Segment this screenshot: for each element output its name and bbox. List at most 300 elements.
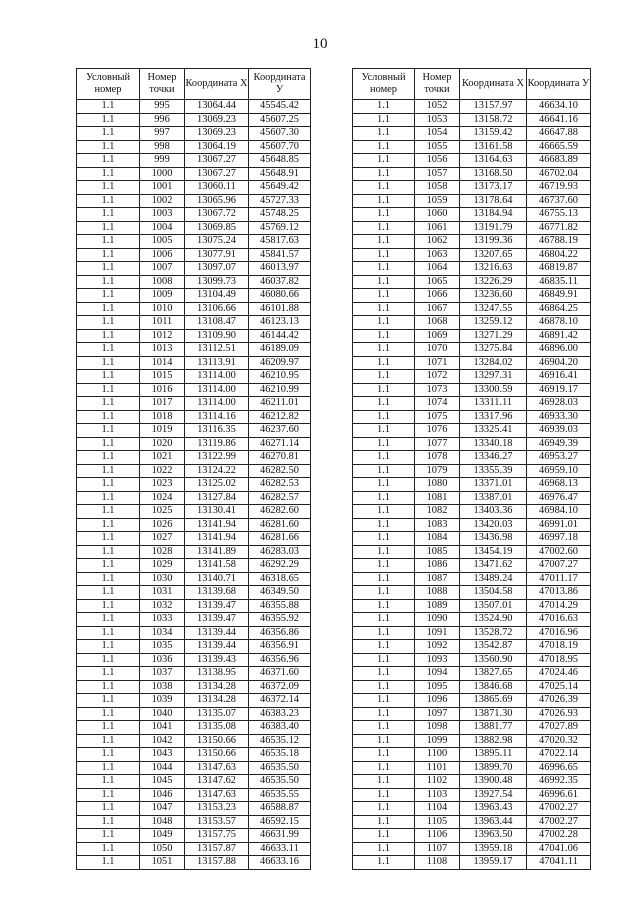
cell-conditional-number: 1.1 xyxy=(77,437,140,451)
cell-coordinate-x: 13157.88 xyxy=(185,856,249,870)
cell-conditional-number: 1.1 xyxy=(77,154,140,168)
cell-point-number: 1026 xyxy=(140,518,185,532)
table-row xyxy=(353,680,591,694)
cell-point-number: 1021 xyxy=(140,451,185,465)
cell-conditional-number: 1.1 xyxy=(353,464,415,478)
cell-coordinate-y: 46631.99 xyxy=(249,829,311,843)
cell-point-number: 1055 xyxy=(415,140,460,154)
table-row xyxy=(353,410,591,424)
cell-conditional-number: 1.1 xyxy=(353,694,415,708)
cell-coordinate-y: 46633.11 xyxy=(249,842,311,856)
header-coordinate-x: Координата X xyxy=(185,69,249,100)
coordinates-table-left xyxy=(76,68,311,870)
cell-conditional-number: 1.1 xyxy=(77,586,140,600)
table-row xyxy=(77,478,311,492)
cell-coordinate-y: 46037.82 xyxy=(249,275,311,289)
cell-conditional-number: 1.1 xyxy=(353,316,415,330)
cell-coordinate-y: 46372.09 xyxy=(249,680,311,694)
cell-point-number: 1013 xyxy=(140,343,185,357)
cell-coordinate-y: 46953.27 xyxy=(527,451,591,465)
cell-point-number: 1044 xyxy=(140,761,185,775)
cell-coordinate-x: 13161.58 xyxy=(460,140,527,154)
cell-conditional-number: 1.1 xyxy=(353,829,415,843)
cell-coordinate-x: 13064.44 xyxy=(185,100,249,114)
cell-point-number: 1037 xyxy=(140,667,185,681)
table-row xyxy=(77,113,311,127)
table-row xyxy=(353,829,591,843)
cell-conditional-number: 1.1 xyxy=(353,721,415,735)
cell-coordinate-x: 13113.91 xyxy=(185,356,249,370)
cell-point-number: 1053 xyxy=(415,113,460,127)
cell-coordinate-y: 46959.10 xyxy=(527,464,591,478)
cell-coordinate-x: 13139.44 xyxy=(185,640,249,654)
cell-coordinate-x: 13139.43 xyxy=(185,653,249,667)
cell-coordinate-x: 13340.18 xyxy=(460,437,527,451)
cell-coordinate-x: 13259.12 xyxy=(460,316,527,330)
table-row xyxy=(77,343,311,357)
cell-coordinate-y: 47041.06 xyxy=(527,842,591,856)
table-row xyxy=(353,653,591,667)
cell-coordinate-y: 46916.41 xyxy=(527,370,591,384)
table-row xyxy=(353,275,591,289)
cell-coordinate-y: 46996.61 xyxy=(527,788,591,802)
cell-coordinate-y: 46996.65 xyxy=(527,761,591,775)
cell-coordinate-x: 13139.44 xyxy=(185,626,249,640)
cell-coordinate-y: 45649.42 xyxy=(249,181,311,195)
header-coordinate-y: Координата У xyxy=(249,69,311,100)
cell-coordinate-y: 46318.65 xyxy=(249,572,311,586)
cell-coordinate-x: 13150.66 xyxy=(185,748,249,762)
cell-coordinate-x: 13067.72 xyxy=(185,208,249,222)
cell-point-number: 1033 xyxy=(140,613,185,627)
cell-coordinate-y: 46281.60 xyxy=(249,518,311,532)
cell-coordinate-y: 46939.03 xyxy=(527,424,591,438)
table-row xyxy=(353,113,591,127)
cell-conditional-number: 1.1 xyxy=(77,181,140,195)
cell-coordinate-x: 13067.27 xyxy=(185,154,249,168)
cell-conditional-number: 1.1 xyxy=(353,451,415,465)
cell-coordinate-y: 46896.00 xyxy=(527,343,591,357)
cell-conditional-number: 1.1 xyxy=(77,113,140,127)
table-row xyxy=(353,572,591,586)
table-row xyxy=(353,221,591,235)
table-row xyxy=(77,518,311,532)
cell-coordinate-y: 46371.60 xyxy=(249,667,311,681)
cell-coordinate-x: 13116.35 xyxy=(185,424,249,438)
cell-coordinate-y: 45748.25 xyxy=(249,208,311,222)
table-row xyxy=(353,734,591,748)
cell-coordinate-x: 13420.03 xyxy=(460,518,527,532)
table-row xyxy=(77,140,311,154)
cell-coordinate-y: 46633.16 xyxy=(249,856,311,870)
cell-conditional-number: 1.1 xyxy=(77,167,140,181)
table-row xyxy=(353,667,591,681)
cell-coordinate-y: 46933.30 xyxy=(527,410,591,424)
cell-coordinate-y: 45607.25 xyxy=(249,113,311,127)
cell-coordinate-y: 45607.70 xyxy=(249,140,311,154)
cell-coordinate-x: 13164.63 xyxy=(460,154,527,168)
cell-conditional-number: 1.1 xyxy=(353,181,415,195)
table-row xyxy=(353,451,591,465)
cell-coordinate-y: 46535.55 xyxy=(249,788,311,802)
table-row xyxy=(77,532,311,546)
cell-conditional-number: 1.1 xyxy=(77,424,140,438)
cell-conditional-number: 1.1 xyxy=(77,599,140,613)
cell-coordinate-x: 13114.16 xyxy=(185,410,249,424)
cell-conditional-number: 1.1 xyxy=(353,113,415,127)
table-row xyxy=(353,748,591,762)
table-row xyxy=(353,464,591,478)
cell-point-number: 1032 xyxy=(140,599,185,613)
cell-point-number: 1083 xyxy=(415,518,460,532)
cell-coordinate-y: 46356.96 xyxy=(249,653,311,667)
cell-coordinate-x: 13900.48 xyxy=(460,775,527,789)
cell-coordinate-y: 47011.17 xyxy=(527,572,591,586)
cell-point-number: 1065 xyxy=(415,275,460,289)
header-coordinate-x: Координата X xyxy=(460,69,527,100)
cell-coordinate-y: 46080.66 xyxy=(249,289,311,303)
cell-conditional-number: 1.1 xyxy=(77,383,140,397)
cell-coordinate-y: 46665.59 xyxy=(527,140,591,154)
cell-coordinate-y: 47027.89 xyxy=(527,721,591,735)
table-row xyxy=(77,721,311,735)
table-row xyxy=(77,775,311,789)
cell-conditional-number: 1.1 xyxy=(353,707,415,721)
cell-point-number: 1038 xyxy=(140,680,185,694)
cell-conditional-number: 1.1 xyxy=(353,491,415,505)
cell-point-number: 1085 xyxy=(415,545,460,559)
cell-point-number: 1049 xyxy=(140,829,185,843)
cell-coordinate-x: 13112.51 xyxy=(185,343,249,357)
table-row xyxy=(77,829,311,843)
cell-coordinate-y: 47026.39 xyxy=(527,694,591,708)
cell-coordinate-x: 13147.63 xyxy=(185,761,249,775)
cell-coordinate-y: 46683.89 xyxy=(527,154,591,168)
cell-conditional-number: 1.1 xyxy=(77,127,140,141)
cell-coordinate-y: 46209.97 xyxy=(249,356,311,370)
cell-point-number: 1080 xyxy=(415,478,460,492)
cell-coordinate-x: 13157.75 xyxy=(185,829,249,843)
cell-conditional-number: 1.1 xyxy=(77,329,140,343)
table-row xyxy=(77,761,311,775)
cell-conditional-number: 1.1 xyxy=(77,748,140,762)
cell-point-number: 1105 xyxy=(415,815,460,829)
cell-conditional-number: 1.1 xyxy=(77,572,140,586)
cell-conditional-number: 1.1 xyxy=(353,761,415,775)
cell-coordinate-x: 13959.17 xyxy=(460,856,527,870)
cell-coordinate-x: 13507.01 xyxy=(460,599,527,613)
table-row xyxy=(353,181,591,195)
cell-coordinate-y: 47018.95 xyxy=(527,653,591,667)
cell-conditional-number: 1.1 xyxy=(77,356,140,370)
table-row xyxy=(77,491,311,505)
cell-coordinate-x: 13075.24 xyxy=(185,235,249,249)
table-row xyxy=(77,734,311,748)
table-row xyxy=(353,127,591,141)
cell-conditional-number: 1.1 xyxy=(353,167,415,181)
cell-point-number: 1099 xyxy=(415,734,460,748)
cell-point-number: 1086 xyxy=(415,559,460,573)
table-row xyxy=(77,802,311,816)
cell-point-number: 997 xyxy=(140,127,185,141)
cell-point-number: 1052 xyxy=(415,100,460,114)
cell-conditional-number: 1.1 xyxy=(353,343,415,357)
cell-coordinate-y: 47026.93 xyxy=(527,707,591,721)
cell-conditional-number: 1.1 xyxy=(353,208,415,222)
cell-point-number: 1095 xyxy=(415,680,460,694)
table-row xyxy=(353,694,591,708)
table-row xyxy=(353,599,591,613)
cell-coordinate-y: 46819.87 xyxy=(527,262,591,276)
table-row xyxy=(77,680,311,694)
cell-coordinate-x: 13346.27 xyxy=(460,451,527,465)
cell-coordinate-y: 47002.60 xyxy=(527,545,591,559)
cell-conditional-number: 1.1 xyxy=(77,559,140,573)
table-row xyxy=(353,707,591,721)
table-row xyxy=(353,289,591,303)
cell-conditional-number: 1.1 xyxy=(77,451,140,465)
cell-conditional-number: 1.1 xyxy=(353,599,415,613)
cell-coordinate-x: 13064.19 xyxy=(185,140,249,154)
cell-conditional-number: 1.1 xyxy=(353,856,415,870)
cell-coordinate-y: 46356.91 xyxy=(249,640,311,654)
cell-point-number: 1051 xyxy=(140,856,185,870)
cell-coordinate-y: 46282.57 xyxy=(249,491,311,505)
cell-coordinate-x: 13127.84 xyxy=(185,491,249,505)
cell-conditional-number: 1.1 xyxy=(353,356,415,370)
cell-point-number: 1043 xyxy=(140,748,185,762)
cell-coordinate-x: 13846.68 xyxy=(460,680,527,694)
cell-point-number: 1061 xyxy=(415,221,460,235)
cell-point-number: 1060 xyxy=(415,208,460,222)
cell-point-number: 1034 xyxy=(140,626,185,640)
cell-conditional-number: 1.1 xyxy=(353,572,415,586)
cell-coordinate-x: 13150.66 xyxy=(185,734,249,748)
cell-coordinate-x: 13865.69 xyxy=(460,694,527,708)
cell-coordinate-y: 46976.47 xyxy=(527,491,591,505)
cell-conditional-number: 1.1 xyxy=(353,532,415,546)
cell-conditional-number: 1.1 xyxy=(77,788,140,802)
table-header-row xyxy=(353,69,591,100)
cell-point-number: 1000 xyxy=(140,167,185,181)
cell-coordinate-y: 47016.63 xyxy=(527,613,591,627)
cell-conditional-number: 1.1 xyxy=(77,478,140,492)
table-row xyxy=(353,437,591,451)
cell-point-number: 1102 xyxy=(415,775,460,789)
cell-point-number: 1096 xyxy=(415,694,460,708)
cell-conditional-number: 1.1 xyxy=(77,734,140,748)
table-header-row xyxy=(77,69,311,100)
cell-point-number: 998 xyxy=(140,140,185,154)
cell-point-number: 1087 xyxy=(415,572,460,586)
cell-conditional-number: 1.1 xyxy=(353,788,415,802)
cell-point-number: 1045 xyxy=(140,775,185,789)
cell-conditional-number: 1.1 xyxy=(353,626,415,640)
table-row xyxy=(353,545,591,559)
table-row xyxy=(77,410,311,424)
table-row xyxy=(77,856,311,870)
cell-coordinate-y: 46588.87 xyxy=(249,802,311,816)
cell-conditional-number: 1.1 xyxy=(77,613,140,627)
cell-conditional-number: 1.1 xyxy=(353,586,415,600)
cell-coordinate-y: 45817.63 xyxy=(249,235,311,249)
cell-coordinate-y: 45648.85 xyxy=(249,154,311,168)
cell-point-number: 1074 xyxy=(415,397,460,411)
cell-conditional-number: 1.1 xyxy=(353,640,415,654)
cell-point-number: 1039 xyxy=(140,694,185,708)
cell-coordinate-x: 13141.94 xyxy=(185,532,249,546)
cell-coordinate-x: 13542.87 xyxy=(460,640,527,654)
cell-conditional-number: 1.1 xyxy=(77,464,140,478)
cell-coordinate-x: 13065.96 xyxy=(185,194,249,208)
cell-coordinate-x: 13173.17 xyxy=(460,181,527,195)
cell-coordinate-y: 46383.40 xyxy=(249,721,311,735)
table-row xyxy=(77,545,311,559)
cell-point-number: 1011 xyxy=(140,316,185,330)
cell-coordinate-x: 13159.42 xyxy=(460,127,527,141)
cell-coordinate-y: 46891.42 xyxy=(527,329,591,343)
cell-coordinate-x: 13963.50 xyxy=(460,829,527,843)
cell-conditional-number: 1.1 xyxy=(353,370,415,384)
cell-conditional-number: 1.1 xyxy=(353,235,415,249)
cell-coordinate-y: 46210.95 xyxy=(249,370,311,384)
cell-coordinate-y: 46349.50 xyxy=(249,586,311,600)
cell-coordinate-y: 47025.14 xyxy=(527,680,591,694)
table-row xyxy=(77,613,311,627)
cell-coordinate-x: 13114.00 xyxy=(185,370,249,384)
cell-coordinate-x: 13317.96 xyxy=(460,410,527,424)
cell-coordinate-y: 46864.25 xyxy=(527,302,591,316)
cell-point-number: 1007 xyxy=(140,262,185,276)
cell-coordinate-x: 13106.66 xyxy=(185,302,249,316)
cell-coordinate-x: 13114.00 xyxy=(185,397,249,411)
cell-conditional-number: 1.1 xyxy=(77,248,140,262)
cell-conditional-number: 1.1 xyxy=(353,680,415,694)
cell-coordinate-x: 13297.31 xyxy=(460,370,527,384)
cell-coordinate-x: 13528.72 xyxy=(460,626,527,640)
cell-point-number: 1101 xyxy=(415,761,460,775)
cell-coordinate-x: 13275.84 xyxy=(460,343,527,357)
cell-conditional-number: 1.1 xyxy=(353,194,415,208)
cell-coordinate-x: 13403.36 xyxy=(460,505,527,519)
cell-conditional-number: 1.1 xyxy=(353,140,415,154)
cell-coordinate-y: 45769.12 xyxy=(249,221,311,235)
cell-coordinate-y: 46281.66 xyxy=(249,532,311,546)
table-row xyxy=(353,478,591,492)
cell-point-number: 1073 xyxy=(415,383,460,397)
cell-coordinate-x: 13067.27 xyxy=(185,167,249,181)
cell-point-number: 1009 xyxy=(140,289,185,303)
cell-coordinate-x: 13963.43 xyxy=(460,802,527,816)
cell-coordinate-y: 47022.14 xyxy=(527,748,591,762)
cell-coordinate-y: 46282.53 xyxy=(249,478,311,492)
table-row xyxy=(77,424,311,438)
cell-conditional-number: 1.1 xyxy=(77,707,140,721)
table-row xyxy=(353,532,591,546)
table-row xyxy=(77,383,311,397)
table-row xyxy=(353,505,591,519)
cell-point-number: 1098 xyxy=(415,721,460,735)
table-row xyxy=(353,815,591,829)
cell-coordinate-x: 13108.47 xyxy=(185,316,249,330)
cell-point-number: 1100 xyxy=(415,748,460,762)
cell-point-number: 1058 xyxy=(415,181,460,195)
table-row xyxy=(77,370,311,384)
cell-coordinate-x: 13178.64 xyxy=(460,194,527,208)
cell-point-number: 1002 xyxy=(140,194,185,208)
table-row xyxy=(77,505,311,519)
cell-coordinate-y: 46949.39 xyxy=(527,437,591,451)
cell-point-number: 1029 xyxy=(140,559,185,573)
cell-point-number: 1057 xyxy=(415,167,460,181)
cell-point-number: 1069 xyxy=(415,329,460,343)
table-row xyxy=(77,302,311,316)
table-row xyxy=(353,586,591,600)
cell-coordinate-x: 13139.47 xyxy=(185,613,249,627)
cell-point-number: 1030 xyxy=(140,572,185,586)
cell-point-number: 1016 xyxy=(140,383,185,397)
cell-conditional-number: 1.1 xyxy=(77,343,140,357)
cell-coordinate-x: 13191.79 xyxy=(460,221,527,235)
table-row xyxy=(77,626,311,640)
table-row xyxy=(77,437,311,451)
cell-coordinate-y: 46849.91 xyxy=(527,289,591,303)
cell-coordinate-x: 13199.36 xyxy=(460,235,527,249)
cell-conditional-number: 1.1 xyxy=(77,653,140,667)
table-row xyxy=(353,343,591,357)
table-row xyxy=(77,694,311,708)
cell-coordinate-x: 13139.47 xyxy=(185,599,249,613)
cell-point-number: 1046 xyxy=(140,788,185,802)
cell-point-number: 1018 xyxy=(140,410,185,424)
cell-coordinate-x: 13069.23 xyxy=(185,113,249,127)
cell-coordinate-x: 13097.07 xyxy=(185,262,249,276)
cell-point-number: 1054 xyxy=(415,127,460,141)
cell-coordinate-x: 13963.44 xyxy=(460,815,527,829)
cell-conditional-number: 1.1 xyxy=(77,815,140,829)
cell-point-number: 1088 xyxy=(415,586,460,600)
cell-point-number: 1041 xyxy=(140,721,185,735)
table-row xyxy=(353,721,591,735)
cell-coordinate-y: 47016.96 xyxy=(527,626,591,640)
table-row xyxy=(353,167,591,181)
cell-conditional-number: 1.1 xyxy=(77,667,140,681)
cell-point-number: 1059 xyxy=(415,194,460,208)
cell-conditional-number: 1.1 xyxy=(77,842,140,856)
cell-coordinate-x: 13882.98 xyxy=(460,734,527,748)
cell-coordinate-x: 13387.01 xyxy=(460,491,527,505)
cell-point-number: 1035 xyxy=(140,640,185,654)
cell-conditional-number: 1.1 xyxy=(77,397,140,411)
header-point-number: Номер точки xyxy=(140,69,185,100)
cell-coordinate-y: 46919.17 xyxy=(527,383,591,397)
cell-coordinate-x: 13134.28 xyxy=(185,694,249,708)
cell-conditional-number: 1.1 xyxy=(353,329,415,343)
cell-coordinate-x: 13125.02 xyxy=(185,478,249,492)
table-row xyxy=(353,775,591,789)
cell-conditional-number: 1.1 xyxy=(77,140,140,154)
cell-coordinate-y: 46835.11 xyxy=(527,275,591,289)
cell-conditional-number: 1.1 xyxy=(353,127,415,141)
cell-conditional-number: 1.1 xyxy=(77,761,140,775)
cell-conditional-number: 1.1 xyxy=(77,100,140,114)
cell-coordinate-x: 13436.98 xyxy=(460,532,527,546)
table-row xyxy=(353,626,591,640)
cell-coordinate-y: 46535.50 xyxy=(249,775,311,789)
cell-coordinate-x: 13122.99 xyxy=(185,451,249,465)
cell-coordinate-x: 13560.90 xyxy=(460,653,527,667)
table-row xyxy=(77,289,311,303)
